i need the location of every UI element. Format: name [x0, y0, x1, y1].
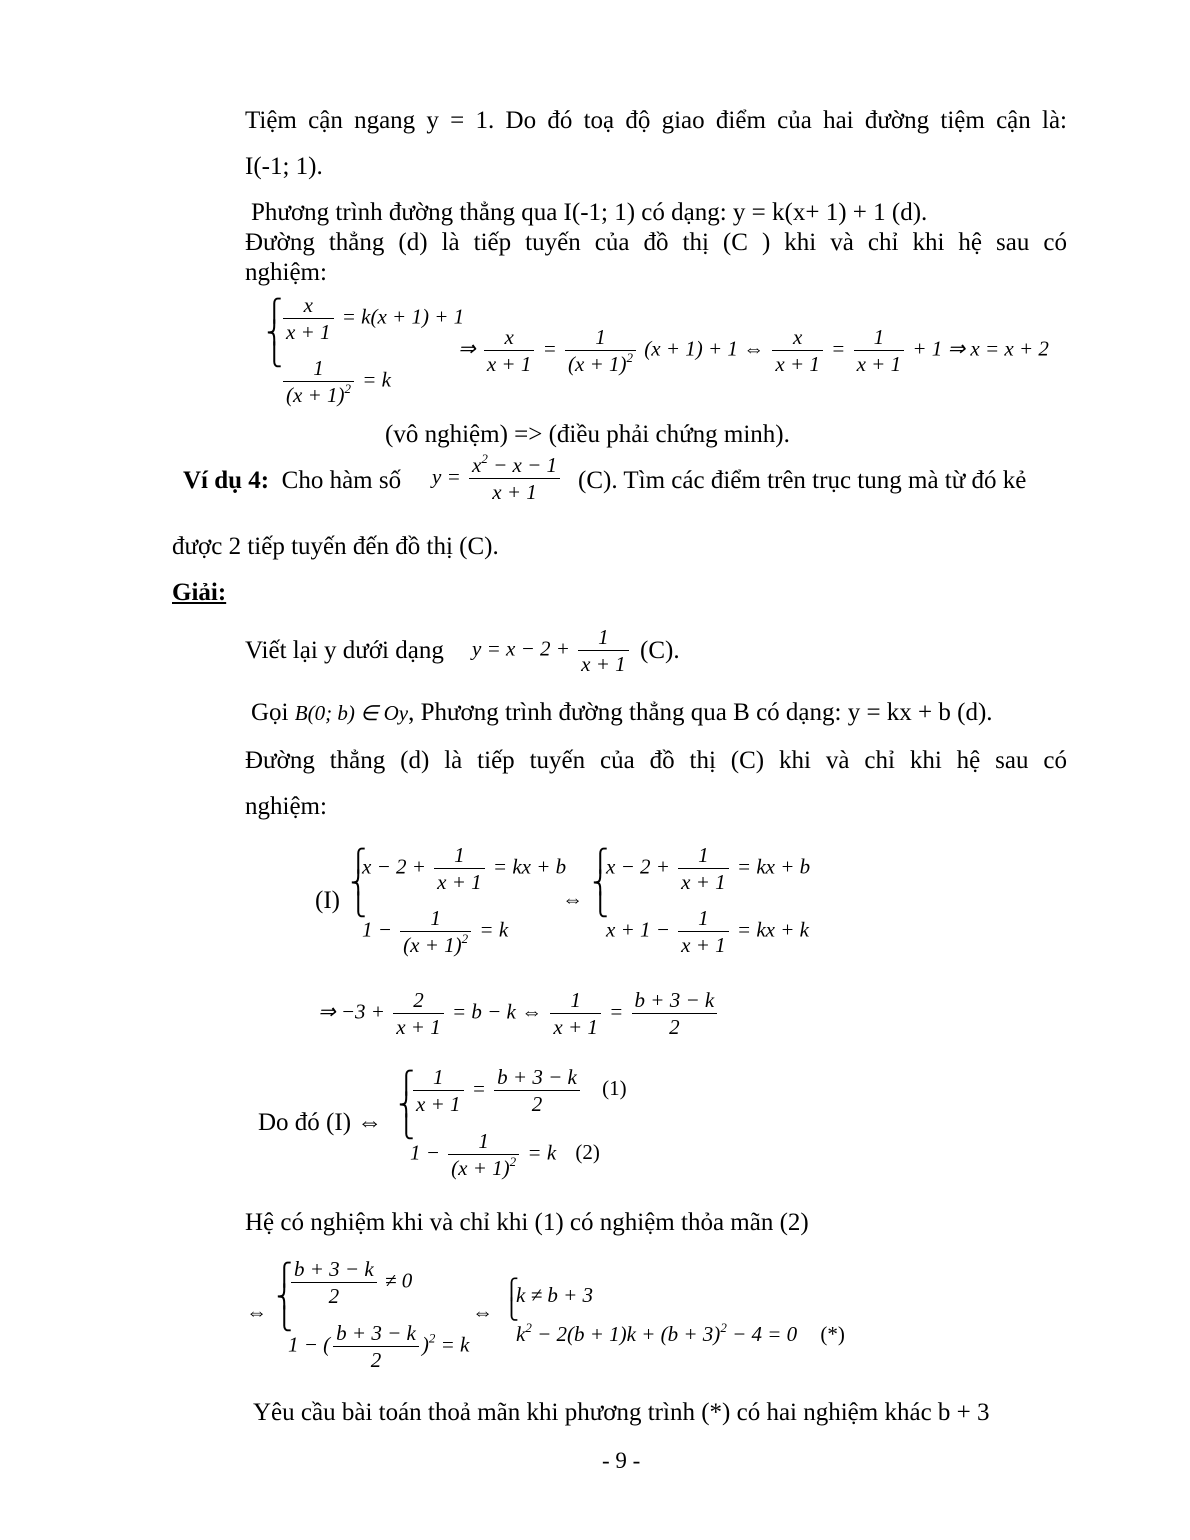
- line-nghiem-2: nghiệm:: [245, 793, 327, 820]
- system4-eq2: $k^2 - 2(b + 1)k + (b + 3)^2 - 4 = 0$ (*): [516, 1320, 845, 1346]
- iff-symbol: ⇔: [246, 1300, 267, 1324]
- rewrite-C: (C).: [640, 637, 680, 664]
- systemI-eq1: x − 2 + $\frac{1}{x + 1}$ = kx + b: [362, 843, 567, 894]
- iff-symbol: ⇔: [472, 1300, 493, 1324]
- system2-eq1: $\frac{1}{x + 1}$ = $\frac{b + 3 - k}{2}$ (1): [410, 1064, 627, 1117]
- system1-eq2: $\frac{1}{(x + 1)^2}$ = k: [280, 355, 391, 408]
- system1-eq1: $\frac{x}{x + 1}$ = k(x + 1) + 1: [280, 292, 464, 345]
- line-asymptote: Tiệm cận ngang y = 1. Do đó toạ độ giao điểm của hai đường tiệm cận là:: [245, 107, 1067, 134]
- line-tangent-condition: Đường thẳng (d) là tiếp tuyến của đồ thị (C ) khi và chỉ khi hệ sau có: [245, 229, 1067, 256]
- line-nghiem-1: nghiệm:: [245, 259, 327, 286]
- example4-task-cont: được 2 tiếp tuyến đến đồ thị (C).: [172, 533, 499, 560]
- systemI-eq4: x + 1 − $\frac{1}{x + 1}$ = kx + k: [606, 906, 809, 957]
- example4-task: (C). Tìm các điểm trên trục tung mà từ đó kẻ: [578, 467, 1027, 494]
- rewrite-formula: y = x − 2 + $\frac{1}{x + 1}$: [472, 624, 632, 677]
- line-conclusion: (vô nghiệm) => (điều phải chứng minh).: [385, 421, 790, 448]
- systemI-eq2: 1 − $\frac{1}{(x + 1)^2}$ = k: [362, 906, 509, 957]
- page-number: - 9 -: [602, 1448, 641, 1473]
- system4-eq1: k ≠ b + 3: [516, 1283, 594, 1307]
- left-brace: ⎧ ⎨ ⎩: [350, 848, 367, 917]
- system2-eq2: 1 − $\frac{1}{(x + 1)^2}$ = k (2): [410, 1129, 600, 1180]
- therefore-I-label: Do đó (I) ⇔: [258, 1109, 383, 1136]
- line-requirement: Yêu cầu bài toán thoả mãn khi phương trình (*) có hai nghiệm khác b + 3: [253, 1399, 990, 1426]
- line-condition: Hệ có nghiệm khi và chỉ khi (1) có nghiệm thỏa mãn (2): [245, 1209, 809, 1236]
- left-brace: ⎧ ⎨ ⎩: [276, 1262, 293, 1331]
- line-tangent-condition-2: Đường thẳng (d) là tiếp tuyến của đồ thị (C) khi và chỉ khi hệ sau có: [245, 747, 1067, 774]
- line-I-point: I(-1; 1).: [245, 153, 323, 180]
- system1-derivation: ⇒ $\frac{x}{x + 1}$ = $\frac{1}{(x + 1)^2}$ (x + 1) + 1 ⇔ $\frac{x}{x + 1}$ = $\frac{1}{x + 1}$ + 1 ⇒ x = x + 2: [458, 325, 1049, 376]
- left-brace: ⎧ ⎩: [504, 1279, 519, 1321]
- left-brace: ⎧ ⎨ ⎩: [398, 1070, 415, 1139]
- system-I-label: (I): [315, 887, 340, 914]
- line-tangent-equation: Phương trình đường thẳng qua I(-1; 1) có dạng: y = k(x+ 1) + 1 (d).: [251, 199, 928, 226]
- systemI-eq3: x − 2 + $\frac{1}{x + 1}$ = kx + b: [606, 843, 811, 894]
- derivation-line: ⇒ −3 + $\frac{2}{x + 1}$ = b − k ⇔ $\frac{1}{x + 1}$ = $\frac{b + 3 - k}{2}$: [318, 987, 720, 1040]
- example4-heading: Ví dụ 4: Cho hàm số: [183, 467, 402, 494]
- left-brace: ⎧ ⎨ ⎩: [266, 298, 283, 367]
- line-rewrite: Viết lại y dưới dạng: [245, 637, 444, 664]
- iff-symbol: ⇔: [562, 887, 583, 911]
- left-brace: ⎧ ⎨ ⎩: [592, 848, 609, 917]
- system3-eq2: 1 − ( $\frac{b + 3 - k}{2}$ )$^2$ = k: [288, 1321, 470, 1372]
- system3-eq1: $\frac{b + 3 - k}{2}$ ≠ 0: [288, 1256, 412, 1309]
- example4-function: y = $\frac{x^2 - x - 1}{x + 1}$: [432, 452, 563, 505]
- line-point-B: Gọi B(0; b) ∈ Oy, Phương trình đường thẳng qua B có dạng: y = kx + b (d).: [251, 699, 993, 726]
- solution-heading: Giải:: [172, 579, 227, 606]
